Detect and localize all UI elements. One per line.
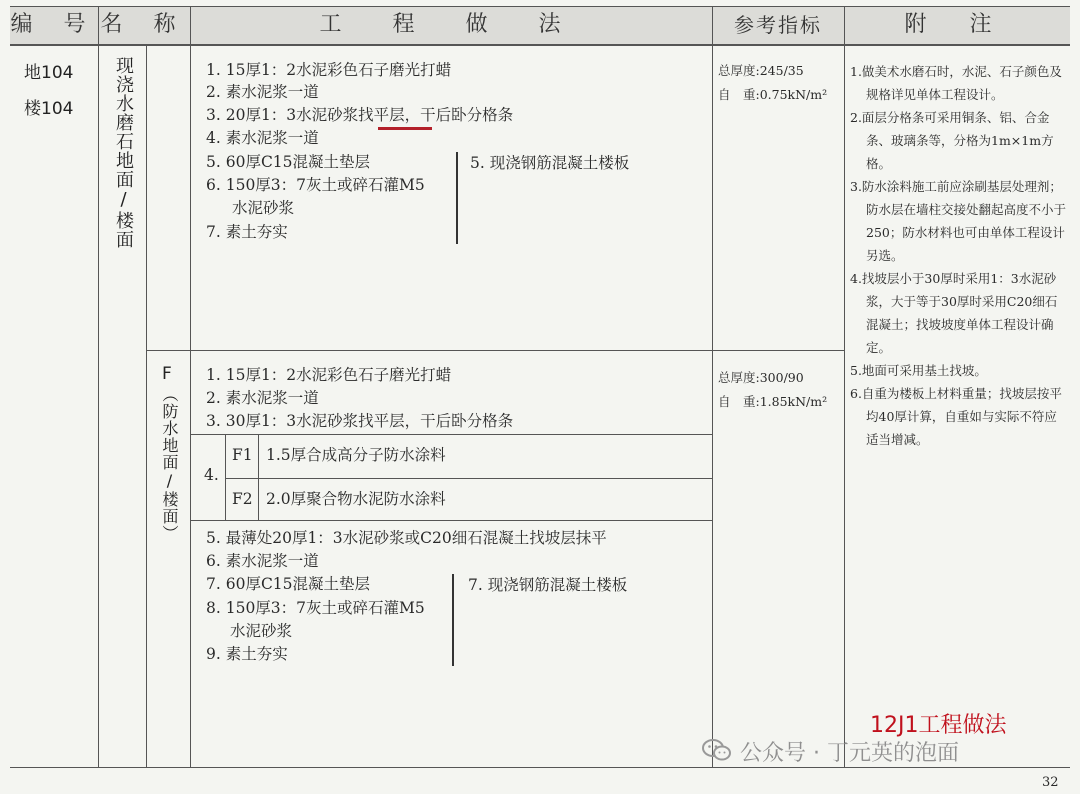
section-a-step-6-cont: 水泥砂浆 [232, 199, 295, 217]
section-b-step-8-cont: 水泥砂浆 [230, 622, 293, 640]
section-b-step-7: 7. 60厚C15混凝土垫层 [206, 575, 371, 593]
grid-line-v-name-right [190, 6, 191, 768]
watermark-title: 12J1工程做法 [870, 713, 1007, 738]
section-a-step-5: 5. 60厚C15混凝土垫层 [206, 153, 371, 171]
page-number: 32 [1042, 775, 1059, 790]
section-b-step-5: 5. 最薄处20厚1：3水泥砂浆或C20细石混凝土找坡层抹平 [206, 529, 607, 547]
notes-list [850, 60, 1068, 451]
section-b-code: F [162, 364, 172, 384]
option-grid-bottom [190, 520, 712, 521]
section-a-step-1: 1. 15厚1：2水泥彩色石子磨光打蜡 [206, 61, 452, 79]
header-name: 名 称 [100, 12, 188, 37]
option-grid-v1 [225, 434, 226, 520]
option-grid-top [190, 434, 712, 435]
section-a-weight: 自 重:0.75kN/m² [718, 87, 828, 102]
section-a-step-3: 3. 20厚1：3水泥砂浆找平层，干后卧分格条 [206, 106, 514, 124]
section-b-thickness: 总厚度:300/90 [718, 370, 804, 385]
option-f2-code: F2 [232, 490, 253, 508]
section-a-step-4: 4. 素水泥浆一道 [206, 129, 319, 147]
note-item: 1.做美术水磨石时，水泥、石子颜色及规格详见单体工程设计。 [850, 64, 1062, 102]
section-a-step-7: 7. 素土夯实 [206, 223, 288, 241]
section-b-step-6: 6. 素水泥浆一道 [206, 552, 319, 570]
section-b-step-2: 2. 素水泥浆一道 [206, 389, 319, 407]
option-grid-v2 [258, 434, 259, 520]
section-b-alt-divider [452, 574, 454, 666]
section-b-step-4-label: 4. [204, 466, 219, 484]
section-b-step-1: 1. 15厚1：2水泥彩色石子磨光打蜡 [206, 366, 452, 384]
note-item: 3.防水涂料施工前应涂刷基层处理剂；防水层在墙柱交接处翻起高度不小于250；防水材料也可由单体工程设计另选。 [850, 179, 1067, 263]
header-notes: 附 注 [904, 12, 1010, 37]
note-item: 6.自重为楼板上材料重量；找坡层按平均40厚计算，自重如与实际不符应适当增减。 [850, 386, 1062, 447]
grid-line-section-divider [146, 350, 844, 351]
note-item: 2.面层分格条可采用铜条、铝、合金条、玻璃条等，分格为1m×1m方格。 [850, 110, 1054, 171]
header-method: 工 程 做 法 [319, 12, 583, 37]
section-a-alt-divider [456, 152, 458, 244]
header-code: 编 号 [10, 12, 98, 37]
header-index: 参考指标 [734, 13, 822, 37]
grid-line-v-name [146, 44, 147, 768]
grid-line-v-index-right [844, 6, 845, 768]
grid-line-top [10, 6, 1070, 7]
section-b-name: （防水地面/楼面） [160, 386, 179, 542]
grid-line-header-bottom [10, 44, 1070, 46]
row-name: 现浇水磨石地面/楼面 [113, 56, 134, 249]
note-item: 4.找坡层小于30厚时采用1：3水泥砂浆，大于等于30厚时采用C20细石混凝土；找坡坡度单体工程设计确定。 [850, 271, 1058, 355]
grid-line-v-method-right [712, 6, 713, 768]
section-a-step-6: 6. 150厚3：7灰土或碎石灌M5 [206, 176, 425, 194]
section-b-step-9: 9. 素土夯实 [206, 645, 288, 663]
note-item: 5.地面可采用基土找坡。 [850, 363, 987, 378]
wechat-icon [702, 738, 732, 762]
code-slab: 楼104 [24, 99, 74, 119]
option-grid-mid [225, 478, 712, 479]
section-a-alt-step: 5. 现浇钢筋混凝土楼板 [470, 154, 630, 172]
section-b-weight: 自 重:1.85kN/m² [718, 394, 828, 409]
section-b-step-3: 3. 30厚1：3水泥砂浆找平层，干后卧分格条 [206, 412, 514, 430]
code-floor: 地104 [24, 63, 74, 83]
option-f1-text: 1.5厚合成高分子防水涂料 [266, 446, 446, 464]
watermark-account: 公众号 · 丁元英的泡面 [740, 741, 959, 766]
red-underline-mark [378, 127, 432, 130]
grid-line-bottom [10, 767, 1070, 768]
section-b-alt-step: 7. 现浇钢筋混凝土楼板 [468, 576, 628, 594]
option-f1-code: F1 [232, 446, 253, 464]
section-b-step-8: 8. 150厚3：7灰土或碎石灌M5 [206, 599, 425, 617]
section-a-step-2: 2. 素水泥浆一道 [206, 83, 319, 101]
grid-line-v-code [98, 6, 99, 768]
section-a-thickness: 总厚度:245/35 [718, 63, 804, 78]
option-f2-text: 2.0厚聚合物水泥防水涂料 [266, 490, 446, 508]
